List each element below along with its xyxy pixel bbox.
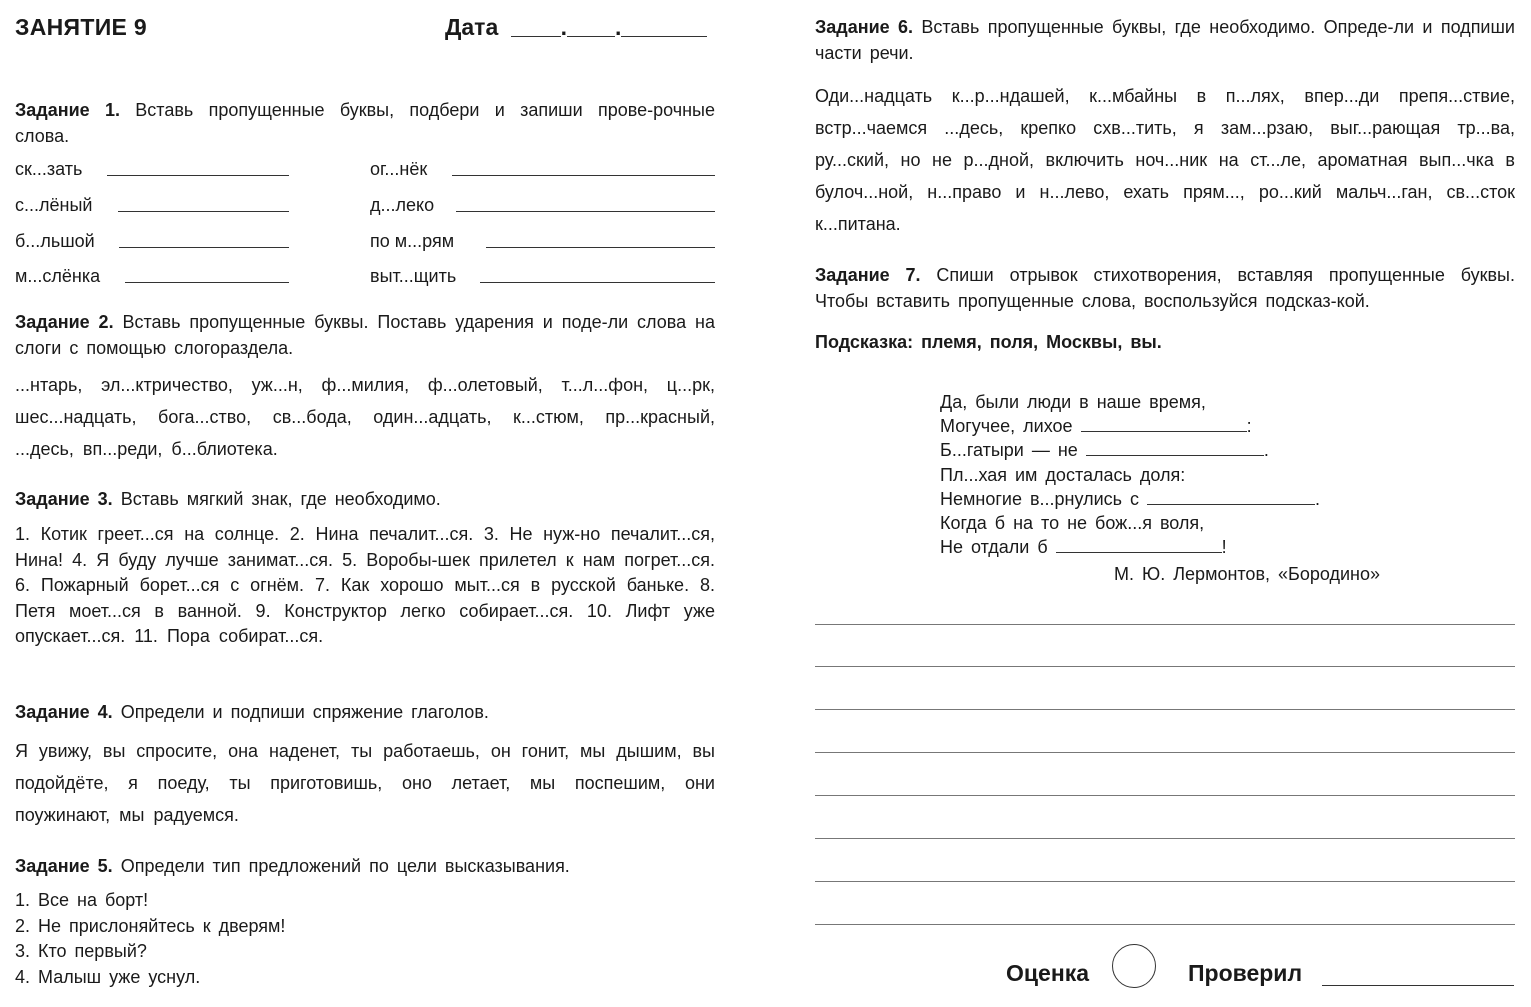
task-2-instruction: Вставь пропущенные буквы. Поставь ударения и поде-ли слова на слоги с помощью слогораздела. (15, 312, 715, 358)
list-item: 1. Все на борт! (15, 890, 149, 910)
task-6-heading (815, 14, 1515, 66)
poem-blank[interactable] (1147, 490, 1315, 505)
poem-author: М. Ю. Лермонтов, «Бородино» (1114, 564, 1380, 585)
date-day-blank[interactable] (511, 14, 561, 37)
task-7-heading (815, 262, 1515, 314)
answer-blank[interactable] (125, 282, 289, 283)
poem (940, 390, 1380, 587)
poem-line (940, 414, 1380, 438)
list-item: 4. Малыш уже уснул. (15, 966, 201, 987)
poem-blank[interactable] (1081, 417, 1247, 432)
poem-text: Когда б на то не бож...я воля, (940, 513, 1205, 534)
task-1-word: ог...нёк (370, 159, 428, 179)
date-field (445, 14, 707, 41)
task-1-word: б...льшой (15, 231, 95, 251)
answer-blank[interactable] (107, 175, 289, 176)
writing-line[interactable] (815, 624, 1515, 625)
task-1-word: ск...зать (15, 159, 83, 179)
poem-line (940, 463, 1380, 487)
poem-line (940, 511, 1380, 535)
task-3 (15, 486, 715, 650)
list-item: 3. Кто первый? (15, 941, 147, 961)
task-1-label: Задание 1. (15, 100, 120, 120)
poem-text: Да, были люди в наше время, (940, 392, 1206, 412)
answer-blank[interactable] (118, 211, 289, 212)
task-4-label: Задание 4. (15, 702, 113, 722)
task-2-heading (15, 309, 715, 361)
task-5-label: Задание 5. (15, 856, 113, 876)
poem-text: Б...гатыри — не (940, 440, 1086, 461)
task-1 (15, 97, 715, 149)
answer-blank[interactable] (456, 211, 715, 212)
task-6-instruction: Вставь пропущенные буквы, где необходимо. Опреде-ли и подпиши части речи. (815, 17, 1515, 63)
task-2 (15, 309, 715, 465)
date-dot: . (560, 14, 568, 40)
lesson-title: ЗАНЯТИЕ 9 (15, 14, 147, 40)
date-year-blank[interactable] (621, 14, 707, 37)
answer-blank[interactable] (486, 247, 715, 248)
hint-words: племя, поля, Москвы, вы. (921, 332, 1162, 352)
list-item: 2. Не прислоняйтесь к дверям! (15, 915, 286, 936)
task-6-label: Задание 6. (815, 17, 914, 37)
task-2-text: ...нтарь, эл...ктричество, уж...н, ф...милия, ф...олетовый, т...л...фон, ц...рк, шес...надцать, бога...ство, св...бода, один...адцать, к...стюм, пр...красный, ...десь, вп...реди, б...блиотека. (15, 375, 715, 459)
task-5-instruction: Определи тип предложений по цели высказывания. (120, 856, 570, 876)
poem-text: Пл...хая им досталась доля: (940, 464, 1186, 485)
answer-blank[interactable] (119, 247, 289, 248)
task-3-heading (15, 486, 715, 512)
poem-line (940, 438, 1380, 462)
task-1-word: с...лёный (15, 195, 93, 215)
poem-blank[interactable] (1056, 538, 1222, 553)
poem-text: Немногие в...рнулись с (940, 488, 1148, 509)
poem-punct: : (1246, 416, 1252, 437)
poem-text: Могучее, лихое (940, 416, 1081, 437)
checked-signature-blank[interactable] (1322, 985, 1514, 986)
checked-label: Проверил (1188, 960, 1303, 986)
task-4 (15, 699, 715, 831)
hint-label: Подсказка: (815, 332, 914, 352)
task-5-heading (15, 853, 715, 879)
task-4-instruction: Определи и подпиши спряжение глаголов. (120, 702, 489, 722)
poem-punct: . (1263, 440, 1269, 461)
task-3-instruction: Вставь мягкий знак, где необходимо. (120, 489, 441, 509)
task-7-hint (815, 329, 1515, 355)
writing-line[interactable] (815, 881, 1515, 882)
date-dot: . (615, 14, 622, 40)
grade-label: Оценка (1006, 960, 1090, 986)
task-1-word: по м...рям (370, 231, 455, 251)
task-1-instruction: Вставь пропущенные буквы, подбери и запиши прове-рочные слова. (15, 100, 715, 146)
writing-line[interactable] (815, 795, 1515, 796)
writing-line[interactable] (815, 924, 1515, 925)
grade-circle[interactable] (1112, 944, 1156, 988)
writing-line[interactable] (815, 752, 1515, 753)
task-3-label: Задание 3. (15, 489, 113, 509)
task-7 (815, 262, 1515, 355)
task-4-text: Я увижу, вы спросите, она наденет, ты работаешь, он гонит, мы дышим, вы подойдёте, я поеду, ты приготовишь, оно летает, мы поспешим, они поужинают, мы радуемся. (15, 741, 715, 825)
task-1-word: м...слёнка (15, 266, 101, 286)
answer-blank[interactable] (480, 282, 715, 283)
answer-blank[interactable] (452, 175, 715, 176)
poem-text: Не отдали б (940, 537, 1056, 558)
poem-punct: . (1315, 488, 1321, 509)
page-header (15, 14, 715, 48)
task-7-instruction: Спиши отрывок стихотворения, вставляя пропущенные буквы. Чтобы вставить пропущенные слова, воспользуйся подсказ-кой. (815, 265, 1515, 311)
task-3-text: 1. Котик греет...ся на солнце. 2. Нина печалит...ся. 3. Не нуж-но печалит...ся, Нина! 4. Я буду лучше занимат...ся. 5. Воробы-шек прилетел к нам погрет...ся. 6. Пожарный борет...ся с огнём. 7. Как хорошо мыт...ся в русской баньке. 8. Петя моет...ся в ванной. 9. Конструктор легко собирает...ся. 10. Лифт уже опускает...ся. 11. Пора собират...ся. (15, 524, 715, 646)
task-6 (815, 14, 1515, 240)
task-6-text: Оди...надцать к...р...ндашей, к...мбайны в п...лях, впер...ди препя...ствие, встр...чаемся ...десь, крепко схв...тить, я зам...рзаю, выг...рающая тр...ва, ру...ский, но не р...дной, включить ноч...ник на ст...ле, ароматная вып...чка в булоч...ной, н...право и н...лево, ехать прям..., ро...кий мальч...ган, св...сток к...питана. (815, 86, 1515, 234)
writing-line[interactable] (815, 838, 1515, 839)
poem-line (940, 535, 1380, 559)
task-2-label: Задание 2. (15, 312, 114, 332)
task-4-heading (15, 699, 715, 725)
date-month-blank[interactable] (567, 14, 615, 37)
writing-line[interactable] (815, 666, 1515, 667)
task-1-heading (15, 97, 715, 149)
task-1-word: д...леко (370, 195, 435, 215)
task-1-word: выт...щить (370, 266, 457, 286)
writing-line[interactable] (815, 709, 1515, 710)
poem-line (940, 390, 1380, 414)
date-label: Дата (445, 14, 499, 40)
poem-line (940, 487, 1380, 511)
task-7-label: Задание 7. (815, 265, 921, 285)
poem-punct: ! (1221, 537, 1227, 558)
task-5 (15, 853, 715, 990)
task-5-list (15, 888, 715, 990)
poem-blank[interactable] (1086, 441, 1264, 456)
